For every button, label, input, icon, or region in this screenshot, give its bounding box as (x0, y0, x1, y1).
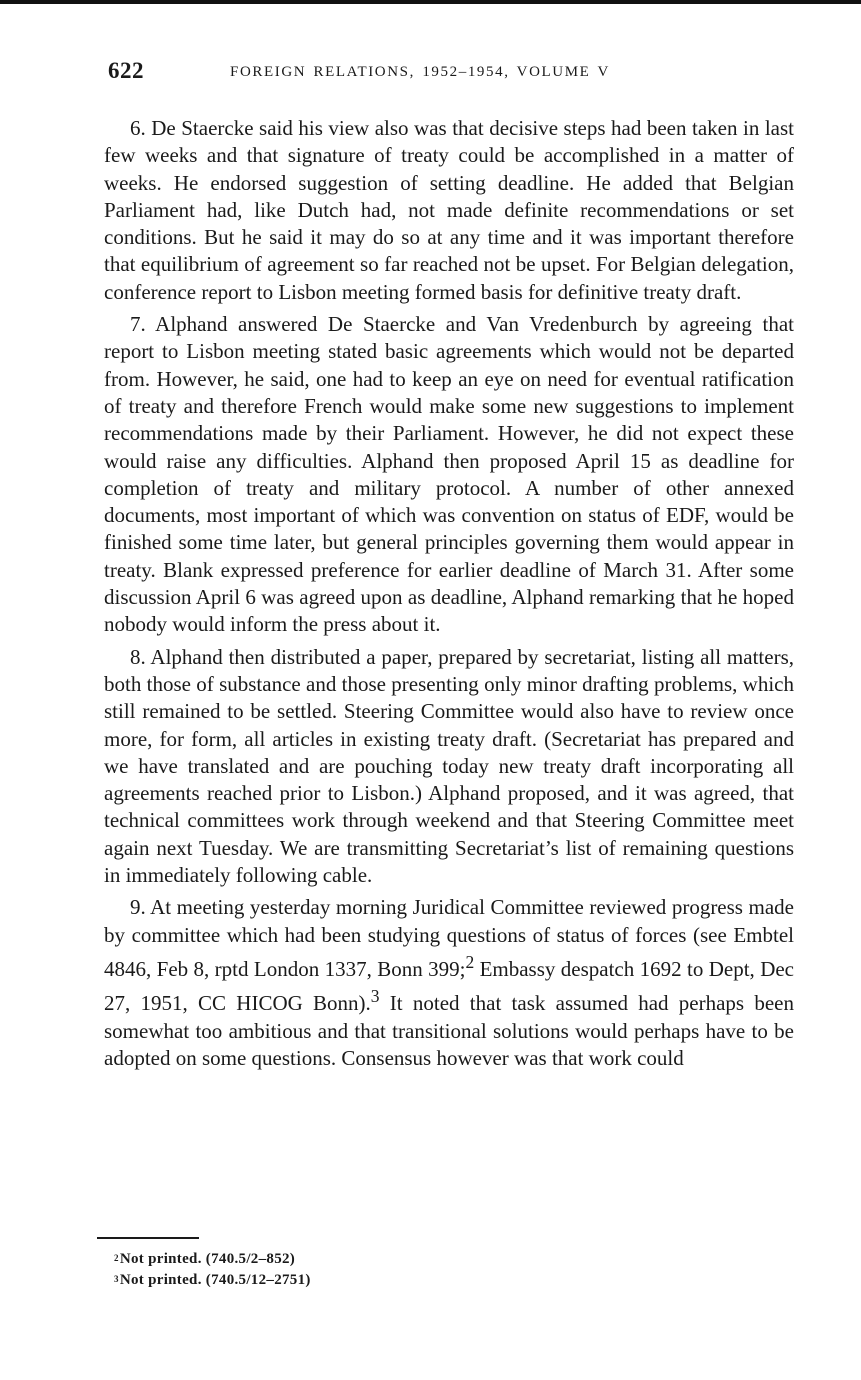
paragraph-9 (104, 894, 794, 1072)
paragraph-8: 8. Alphand then distributed a paper, prepared by secretariat, listing all matters, both those of substance and those presenting only minor drafting problems, which still remained to be settled. Steering Committee would also have to review once more, for form, all articles in existing treaty draft. (Secretariat has prepared and we have translated and are pouching today new treaty draft incorporating all agreements reached prior to Lisbon.) Alphand proposed, and it was agreed, that technical committees work through weekend and that Steering Committee meet again next Tuesday. We are transmitting Secretariat’s list of remaining questions in immediately following cable. (104, 644, 794, 888)
footnote-text: Not printed. (740.5/2–852) (119, 1251, 296, 1267)
page-header (108, 58, 798, 88)
footnote-marker: 3 (114, 1274, 119, 1284)
paragraph-9-part-1: 9. At meeting yesterday morning Juridical Committee reviewed progress made by committee which had been studying questions of status of forces (see Embtel 4846, Feb 8, rptd London 1337, Bonn 399; (104, 895, 794, 981)
page-number: 622 (108, 58, 144, 83)
body-text (104, 115, 794, 1077)
paragraph-7: 7. Alphand answered De Staercke and Van Vredenburch by agreeing that report to Lisbon meeting stated basic agreements which would not be departed from. However, he said, one had to keep an eye on need for eventual ratification of treaty and therefore French would make some new suggestions to implement recommendations made by their Parliament. However, he did not expect these would raise any difficulties. Alphand then proposed April 15 as deadline for completion of treaty and military protocol. A number of other annexed documents, most important of which was convention on status of EDF, would be finished some time later, but general principles governing them would appear in treaty. Blank expressed preference for earlier deadline of March 31. After some discussion April 6 was agreed upon as deadline, Alphand remarking that he hoped nobody would inform the press about it. (104, 312, 794, 637)
footnote-2 (114, 1249, 614, 1270)
footnote-ref-3: 3 (370, 986, 380, 1007)
footnotes (114, 1249, 614, 1291)
paragraph-9-part-3: It noted that task assumed had perhaps been somewhat too ambitious and that transitional solutions would perhaps have to be adopted on some questions. Consensus however was that work could (104, 991, 794, 1070)
paragraph-6: 6. De Staercke said his view also was that decisive steps had been taken in last few weeks and that signature of treaty could be accomplished in a matter of weeks. He endorsed suggestion of setting deadline. He added that Belgian Parliament had, like Dutch had, not made definite recommendations or set conditions. But he said it may do so at any time and it was important therefore that equilibrium of agreement so far reached not be upset. For Belgian delegation, conference report to Lisbon meeting formed basis for definitive treaty draft. (104, 116, 794, 304)
footnote-divider (97, 1237, 199, 1239)
footnote-3 (114, 1270, 614, 1291)
footnote-text: Not printed. (740.5/12–2751) (119, 1272, 311, 1288)
footnote-marker: 2 (114, 1253, 119, 1263)
footnote-ref-2: 2 (465, 951, 475, 972)
paragraph-9-part-2: Embassy despatch 1692 to Dept, Dec 27, 1951, CC HICOG Bonn). (104, 956, 794, 1016)
scan-top-edge (0, 0, 861, 4)
running-head: FOREIGN RELATIONS, 1952–1954, VOLUME V (230, 64, 610, 80)
